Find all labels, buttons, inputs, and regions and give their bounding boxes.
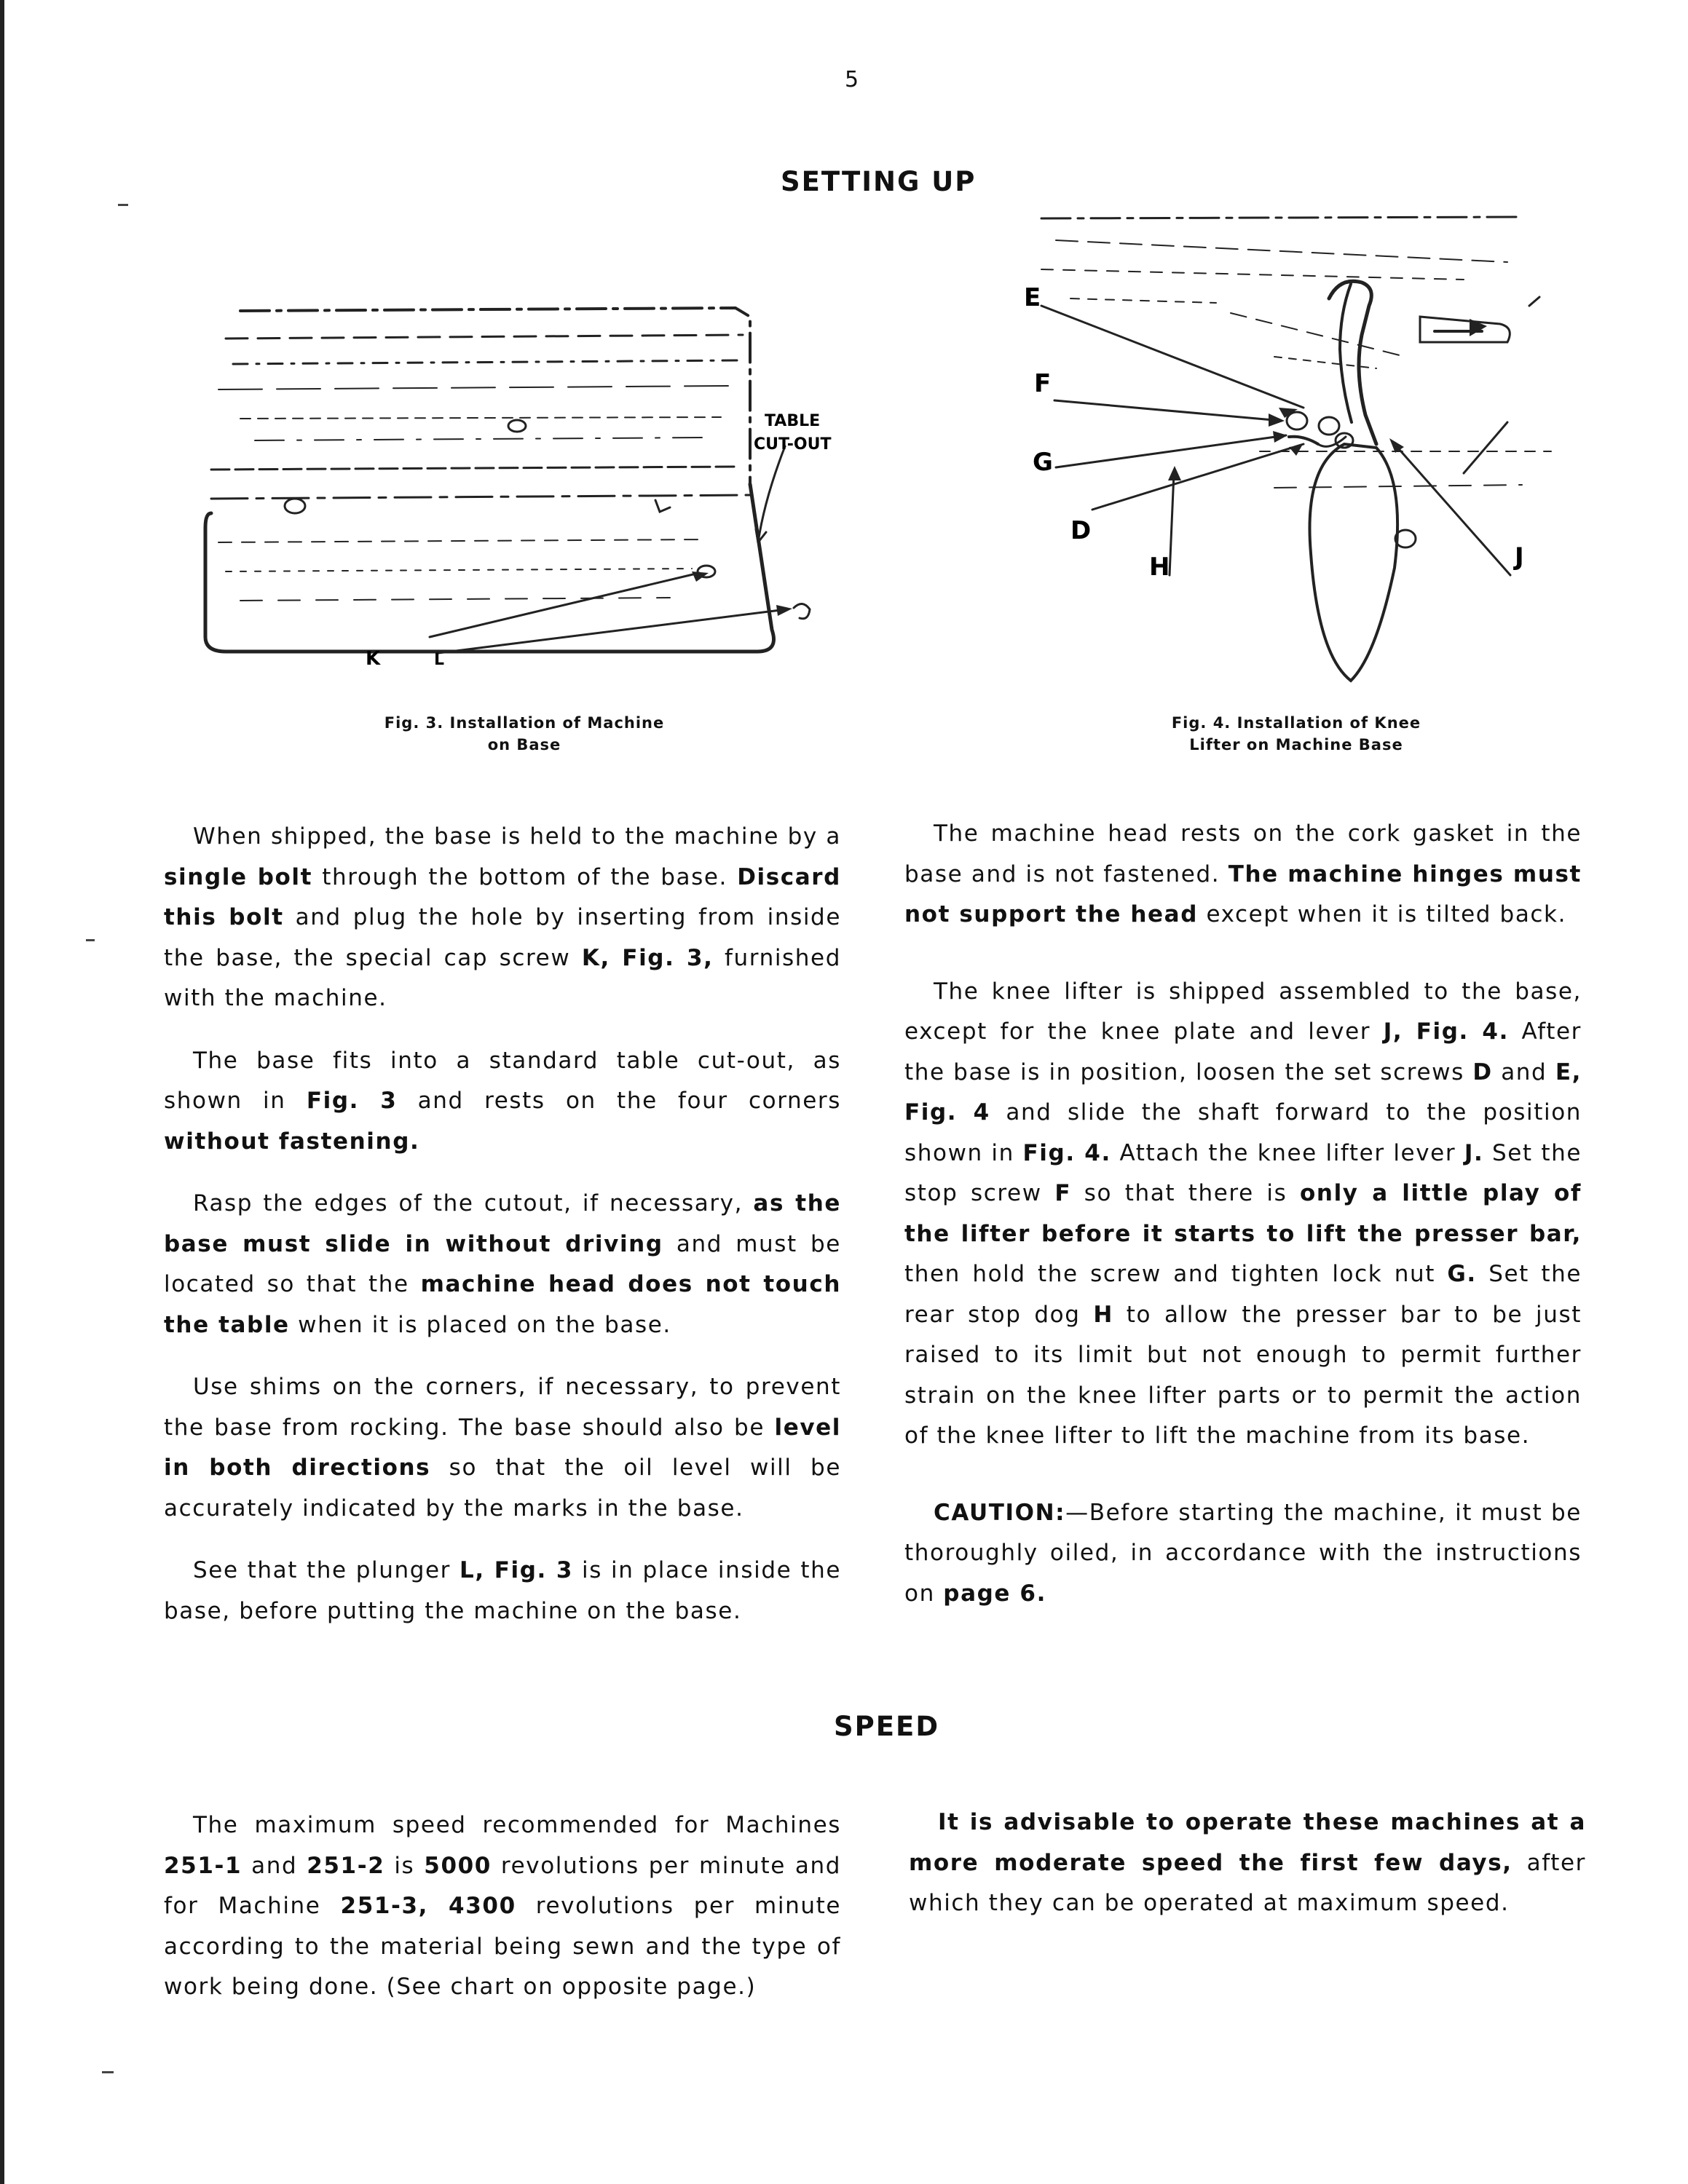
setting-up-heading: SETTING UP xyxy=(781,166,977,197)
scan-mark xyxy=(118,204,128,206)
fig4-label-j: J xyxy=(1515,542,1524,571)
scan-mark xyxy=(86,939,95,941)
scan-mark xyxy=(102,2071,114,2073)
setting-up-right-column: The machine head rests on the cork gasket in the base and is not fastened. The machine hinges must not support the head except when it is tilted back. The knee lifter is shipped assembled to the base, except for the knee plate and lever J, Fig. 4. After the base is in position, loosen the set screws D and E, Fig. 4 and slide the shaft forward to the position shown in Fig. 4. Attach the knee lifter lever J. Set the stop screw F so that there is only a little play of the lifter before it starts to lift the presser bar, then hold the screw and tighten lock nut G. Set the rear stop dog H to allow the presser bar to be just raised to its limit but not enough to permit further strain on the knee lifter parts or to permit the action of the knee lifter to lift the machine from its base. CAUTION:—Before starting the machine, it must be thoroughly oiled, in accordance with the instructions on page 6. xyxy=(904,820,1582,1607)
fig4-label-e: E xyxy=(1024,283,1041,312)
fig4-label-g: G xyxy=(1033,448,1053,477)
setting-up-left-column: When shipped, the base is held to the machine by a single bolt through the bottom of the base. Discard this bolt and plug the hole by inserting from inside the base, the special cap screw K, Fig. 3, furnished with the machine. The base fits into a standard table cut-out, as shown in Fig. 3 and rests on the four corners without fastening. Rasp the edges of the cutout, if necessary, as the base must slide in without driving and must be located so that the machine head does not touch the table when it is placed on the base. Use shims on the corners, if necessary, to prevent the base from rocking. The base should also be level in both directions so that the oil level will be accurately indicated by the marks in the base. See that the plunger L, Fig. 3 is in place inside the base, before putting the machine on the base. xyxy=(164,823,842,1624)
fig3-label-cutout: CUT-OUT xyxy=(754,435,832,454)
fig3-caption-line1: Fig. 3. Installation of Machine xyxy=(384,714,665,732)
speed-heading: SPEED xyxy=(834,1711,940,1742)
fig3-label-k: K xyxy=(366,648,381,670)
fig3-illustration xyxy=(197,295,852,703)
fig3-label-l: L xyxy=(434,651,445,669)
fig4-label-f: F xyxy=(1034,369,1052,398)
scan-edge-line xyxy=(0,0,4,2184)
speed-left-column: The maximum speed recommended for Machines 251-1 and 251-2 is 5000 revolutions per minute and for Machine 251-3, 4300 revolutions per minute according to the material being sewn and the type of work being done. (See chart on opposite page.) xyxy=(164,1812,842,2000)
fig4-illustration xyxy=(998,204,1566,699)
fig4-caption-line1: Fig. 4. Installation of Knee xyxy=(1171,714,1421,732)
fig4-label-d: D xyxy=(1070,516,1092,545)
fig4-label-h: H xyxy=(1149,553,1170,582)
speed-right-column: It is advisable to operate these machines at a more moderate speed the first few days, after which they can be operated at maximum speed. xyxy=(909,1809,1586,1916)
page-number: 5 xyxy=(845,67,860,92)
fig3-label-table: TABLE xyxy=(765,412,821,430)
fig4-caption-line2: Lifter on Machine Base xyxy=(1189,736,1403,753)
fig3-caption-line2: on Base xyxy=(487,736,561,753)
fig4-caption xyxy=(1092,712,1500,756)
fig3-caption xyxy=(320,712,728,756)
